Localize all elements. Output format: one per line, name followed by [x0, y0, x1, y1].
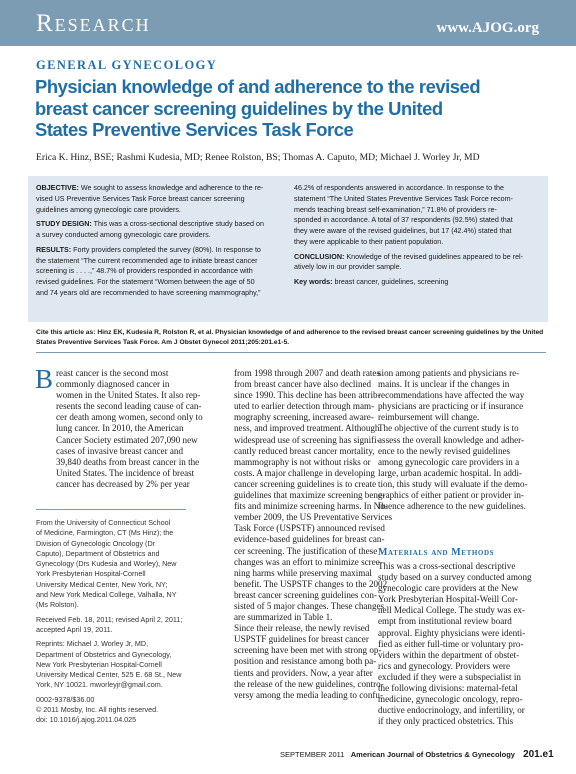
body-line: study based on a survey conducted among [378, 572, 532, 583]
abstract-text: they were applicable to their patient population. [294, 237, 444, 246]
affiliation-line: Received Feb. 18, 2011; revised April 2, 2011; [36, 614, 183, 624]
body-line: the following divisions: maternal-fetal [378, 683, 518, 694]
body-line: ness, and improved treatment. Although [234, 423, 380, 434]
body-line: benefit. The USPSTF changes to the 2002 [234, 578, 388, 589]
body-line: fied as either full-time or voluntary pro- [378, 638, 524, 649]
abstract-line [294, 194, 546, 205]
drop-cap: B [35, 364, 54, 394]
body-line: Since their release, the newly revised [234, 623, 370, 634]
abstract-line [36, 277, 288, 288]
affiliation-line: Department of Obstetrics and Gynecology, [36, 649, 172, 659]
body-line: since 1990. This decline has been attrib- [234, 390, 381, 401]
affiliation-line: doi: 10.1016/j.ajog.2011.04.025 [36, 715, 137, 725]
body-line: cancer screening guidelines is to create [234, 478, 377, 489]
abstract-line [36, 256, 288, 267]
affiliation-line: University Medical Center, New York, NY; [36, 579, 168, 589]
body-line: graphics of either patient or provider in- [378, 490, 524, 501]
section-heading-methods: Materials and Methods [378, 547, 495, 558]
page-number: 201.e1 [523, 749, 554, 760]
abstract-text: sponded in accordance. A total of 37 respondents (92.5%) stated that [294, 216, 513, 225]
body-line: USPSTF guidelines for breast cancer [234, 634, 369, 645]
body-column-3 [378, 368, 538, 512]
abstract-paragraph [294, 183, 546, 248]
affiliation-line: © 2011 Mosby, Inc. All rights reserved. [36, 705, 159, 715]
abstract-heading: CONCLUSION: [294, 252, 345, 261]
abstract-paragraph [36, 219, 288, 241]
abstract-line [294, 183, 546, 194]
body-line: reimbursement will change. [378, 412, 480, 423]
body-line: 39,840 deaths from breast cancer in the [56, 456, 200, 467]
abstract-heading: STUDY DESIGN: [36, 220, 92, 229]
body-column-3-methods [378, 561, 538, 727]
affiliation-line: York, NY 10021. mworleyjr@gmail.com. [36, 680, 163, 690]
abstract-paragraph [36, 183, 288, 215]
abstract-text: they were aware of the revised guidelines, but 17 (42.4%) stated that [294, 227, 512, 235]
abstract-heading: Key words: [294, 278, 333, 286]
body-line: among gynecologic care providers in a [378, 456, 520, 467]
body-column-1 [56, 368, 206, 490]
body-line: sion among patients and physicians re- [378, 368, 520, 378]
affiliation-line: 0002-9378/$36.00 [36, 694, 95, 704]
footer-date: SEPTEMBER 2011 [280, 750, 345, 759]
body-line: from breast cancer have also declined [234, 379, 372, 390]
abstract-box [28, 176, 548, 322]
body-line: widespread use of screening has signifi- [234, 434, 380, 445]
section-label: Research [36, 10, 151, 37]
affiliation-line: Reprints: Michael J. Worley Jr, MD, [36, 639, 149, 649]
title-line: breast cancer screening guidelines by the United [35, 97, 443, 119]
affiliation-line: Gynecology (Drs Kudesia and Worley), New [36, 559, 177, 569]
abstract-text: vised US Preventive Services Task Force breast cancer screening [36, 194, 245, 203]
body-line: recommendations have affected the way [378, 390, 525, 401]
abstract-line [294, 277, 546, 288]
article-title [35, 76, 555, 141]
abstract-line [294, 205, 546, 216]
body-line: reast cancer is the second most [56, 368, 169, 378]
abstract-paragraph [294, 277, 546, 288]
abstract-heading: OBJECTIVE: [36, 184, 79, 192]
abstract-text: Forty providers completed the survey (80%). In response to [71, 245, 261, 254]
footer-journal: American Journal of Obstetrics & Gynecology [350, 750, 515, 759]
abstract-text: breast cancer, guidelines, screening [332, 278, 449, 286]
citation [36, 328, 546, 348]
body-line: uted to earlier detection through mam- [234, 401, 375, 412]
body-line: ence to the newly revised guidelines [378, 445, 511, 456]
body-line: resents the second leading cause of can- [56, 401, 202, 412]
abstract-line [36, 230, 288, 241]
page-footer [280, 749, 554, 760]
affiliation-line: Division of Gynecologic Oncology (Dr [36, 538, 156, 548]
body-line: vember 2009, the US Preventative Services [234, 512, 393, 523]
citation-line: Cite this article as: Hinz EK, Kudesia R, Rolston R, et al. Physician knowledge of and adherence to the revised breast cancer screening guidelines by the United [36, 329, 544, 336]
body-line: sisted of 5 major changes. These changes [234, 600, 385, 611]
abstract-line [294, 262, 546, 273]
body-line: empt from institutional review board [378, 616, 512, 627]
abstract-text: Knowledge of the revised guidelines appeared to be rel- [344, 252, 524, 261]
body-line: United States. The incidence of breast [56, 467, 195, 478]
body-line: fluence adherence to the new guidelines. [378, 501, 526, 512]
abstract-heading: RESULTS: [36, 245, 72, 254]
body-line: excluded if they were a subspecialist in [378, 671, 521, 682]
body-line: Cancer Society estimated 207,090 new [56, 434, 198, 445]
affiliation-line: From the University of Connecticut School [36, 518, 171, 527]
abstract-line [294, 252, 546, 263]
author-list: Erica K. Hinz, BSE; Rashmi Kudesia, MD; Renee Rolston, BS; Thomas A. Caputo, MD; Michael J. Worley Jr, MD [36, 152, 480, 163]
abstract-paragraph [36, 245, 288, 299]
abstract-line [294, 215, 546, 226]
affiliation-line: accepted April 19, 2011. [36, 624, 113, 634]
body-line: breast cancer screening guidelines con- [234, 589, 377, 600]
site-url[interactable]: www.AJOG.org [436, 20, 539, 36]
affiliation-note [36, 518, 186, 726]
body-line: cer death among women, second only to [56, 412, 203, 423]
affiliation-line: New York Presbyterian Hospital-Cornell [36, 659, 162, 669]
abstract-line [36, 205, 288, 216]
body-line: rics and gynecology. Providers were [378, 660, 510, 671]
body-line: costs. A major challenge in developing [234, 467, 375, 478]
body-line: from 1998 through 2007 and death rates [234, 368, 380, 378]
divider [36, 509, 186, 510]
body-line: mography screening, increased aware- [234, 412, 374, 423]
abstract-text: This was a cross-sectional descriptive study based on [91, 220, 264, 229]
body-line: tients and providers. Now, a year after [234, 667, 373, 678]
body-line: gynecologic care providers at the New [378, 583, 519, 594]
body-line: changes was an effort to minimize scree- [234, 556, 383, 567]
abstract-line [36, 266, 288, 277]
body-line: cantly reduced breast cancer mortality, [234, 445, 375, 456]
abstract-text: We sought to assess knowledge and adherence to the re- [78, 184, 264, 192]
body-line: approval. Eighty physicians were identi- [378, 627, 526, 638]
abstract-line [36, 245, 288, 256]
body-line: ductive endocrinology, and infertility, or [378, 705, 525, 716]
body-line: evidence-based guidelines for breast can- [234, 534, 385, 545]
abstract-text: 46.2% of respondents answered in accordance. In response to the [294, 184, 504, 192]
abstract-text: screening is . . . .,” 48.7% of providers responded in accordance with [36, 267, 253, 276]
body-line: cer screening. The justification of these [234, 545, 378, 556]
body-line: commonly diagnosed cancer in [56, 379, 170, 390]
abstract-text: statement “The United States Preventive Services Task Force recom- [294, 194, 513, 203]
abstract-line [294, 226, 546, 237]
abstract-text: mends teaching breast self-examination,” 71.8% of providers re- [294, 205, 497, 214]
body-line: screening have been met with strong op- [234, 645, 382, 656]
body-line: guidelines that maximize screening bene- [234, 490, 386, 501]
body-line: ning harms while preserving maximal [234, 567, 372, 578]
body-line: lung cancer. In 2010, the American [56, 423, 184, 434]
title-line: Physician knowledge of and adherence to the revised [35, 76, 481, 97]
abstract-column-left [36, 183, 288, 303]
abstract-text: guidelines among gynecologic care providers. [36, 205, 181, 214]
body-line: position and resistance among both pa- [234, 656, 377, 667]
body-column-2 [234, 368, 393, 701]
abstract-line [294, 237, 546, 248]
body-line: women in the United States. It also rep- [56, 390, 201, 401]
body-line: the release of the new guidelines, contro- [234, 678, 384, 689]
abstract-text: the statement “The current recommended age to initiate breast cancer [36, 256, 258, 265]
affiliation-line: University Medical Center, 525 E. 68 St., New [36, 670, 182, 680]
title-line: States Preventive Services Task Force [35, 119, 354, 140]
body-line: if they only practiced obstetrics. This [378, 716, 514, 727]
body-line: versy among the media leading to confu- [234, 689, 383, 700]
body-line: medicine, gynecologic oncology, repro- [378, 694, 523, 705]
body-line: tion, this study will evaluate if the demo- [378, 478, 528, 489]
affiliation-line: (Ms Rolston). [36, 600, 79, 610]
body-line: are summarized in Table 1. [234, 612, 333, 623]
body-line: assess the overall knowledge and adher- [378, 434, 525, 445]
abstract-text: a survey conducted among gynecologic care providers. [36, 231, 211, 239]
category-label: GENERAL GYNECOLOGY [36, 58, 218, 72]
body-line: viders within the department of obstet- [378, 649, 520, 660]
body-line: cases of invasive breast cancer and [56, 445, 183, 456]
citation-line: States Preventive Services Task Force. Am J Obstet Gynecol 2011;205:201.e1-5. [36, 339, 290, 346]
abstract-column-right [294, 183, 546, 292]
body-line: large, urban academic hospital. In addi- [378, 467, 523, 478]
body-line: Task Force (USPSTF) announced revised [234, 523, 385, 534]
body-line: mains. It is unclear if the changes in [378, 379, 510, 390]
abstract-paragraph [294, 252, 546, 274]
body-line: cancer has decreased by 2% per year [56, 478, 190, 489]
abstract-line [36, 194, 288, 205]
abstract-text: and 74 years old are recommended to have screening mammography,” [36, 288, 261, 297]
divider [36, 352, 546, 353]
body-line: York Presbyterian Hospital-Weill Cor- [378, 594, 518, 605]
body-line: This was a cross-sectional descriptive [378, 561, 516, 571]
affiliation-line: York Presbyterian Hospital-Cornell [36, 569, 146, 579]
affiliation-line: of Medicine, Farmington, CT (Ms Hinz); the [36, 528, 174, 538]
abstract-text: atively low in our provider sample. [294, 263, 402, 272]
abstract-line [36, 288, 288, 299]
body-line: fits and minimize screening harms. In No- [234, 501, 388, 512]
affiliation-line: and New York Medical College, Valhalla, NY [36, 590, 177, 600]
abstract-line [36, 219, 288, 230]
abstract-line [36, 183, 288, 194]
body-line: physicians are practicing or if insurance [378, 401, 524, 412]
affiliation-line: Caputo), Department of Obstetrics and [36, 548, 160, 558]
body-line: The objective of the current study is to [378, 423, 519, 434]
abstract-text: revised guidelines. For the statement “Women between the age of 50 [36, 278, 255, 286]
body-line: nell Medical College. The study was ex- [378, 605, 526, 616]
body-line: mammography is not without risks or [234, 456, 371, 467]
